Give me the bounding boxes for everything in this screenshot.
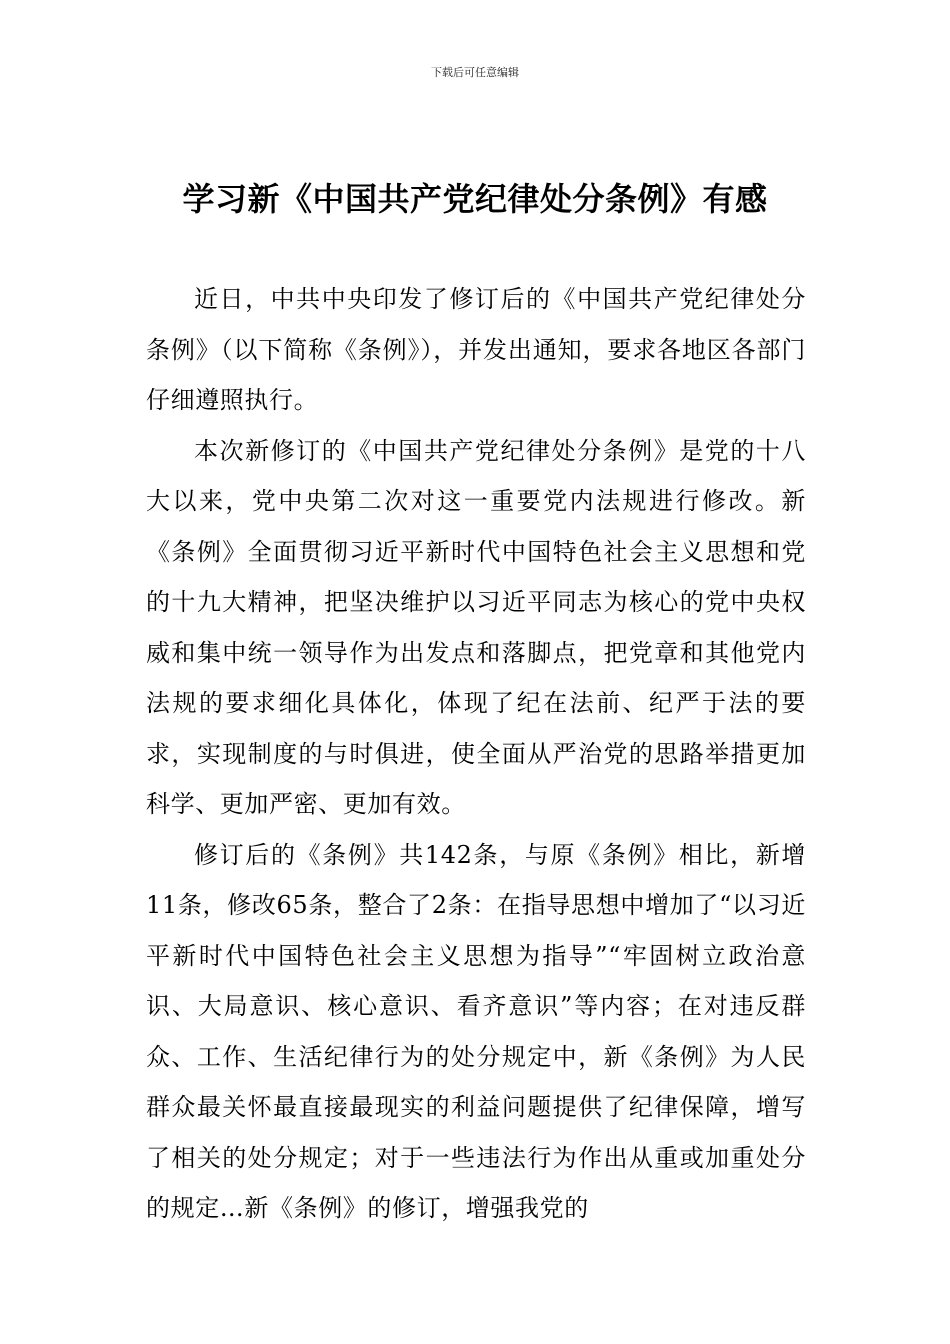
paragraph-1: 近日，中共中央印发了修订后的《中国共产党纪律处分条例》（以下简称《条例》），并发出通知，要求各地区各部门仔细遵照执行。 (146, 285, 806, 414)
paragraph-2: 本次新修订的《中国共产党纪律处分条例》是党的十八大以来，党中央第二次对这一重要党内法规进行修改。新《条例》全面贯彻习近平新时代中国特色社会主义思想和党的十九大精神，把坚决维护以习近平同志为核心的党中央权威和集中统一领导作为出发点和落脚点，把党章和其他党内法规的要求细化具体化，体现了纪在法前、纪严于法的要求，实现制度的与时俱进，使全面从严治党的思路举措更加科学、更加严密、更加有效。 (146, 436, 806, 818)
paragraph-3: 修订后的《条例》共142条，与原《条例》相比，新增11条，修改65条，整合了2条：在指导思想中增加了“以习近平新时代中国特色社会主义思想为指导”“牢固树立政治意识、大局意识、核心意识、看齐意识”等内容；在对违反群众、工作、生活纪律行为的处分规定中，新《条例》为人民群众最关怀最直接最现实的利益问题提供了纪律保障，增写了相关的处分规定；对于一些违法行为作出从重或加重处分的规定…新《条例》的修订，增强我党的 (146, 840, 806, 1222)
header-note: 下载后可任意编辑 (431, 66, 519, 79)
document-body (146, 274, 806, 1234)
document-title: 学习新《中国共产党纪律处分条例》有感 (182, 180, 768, 218)
